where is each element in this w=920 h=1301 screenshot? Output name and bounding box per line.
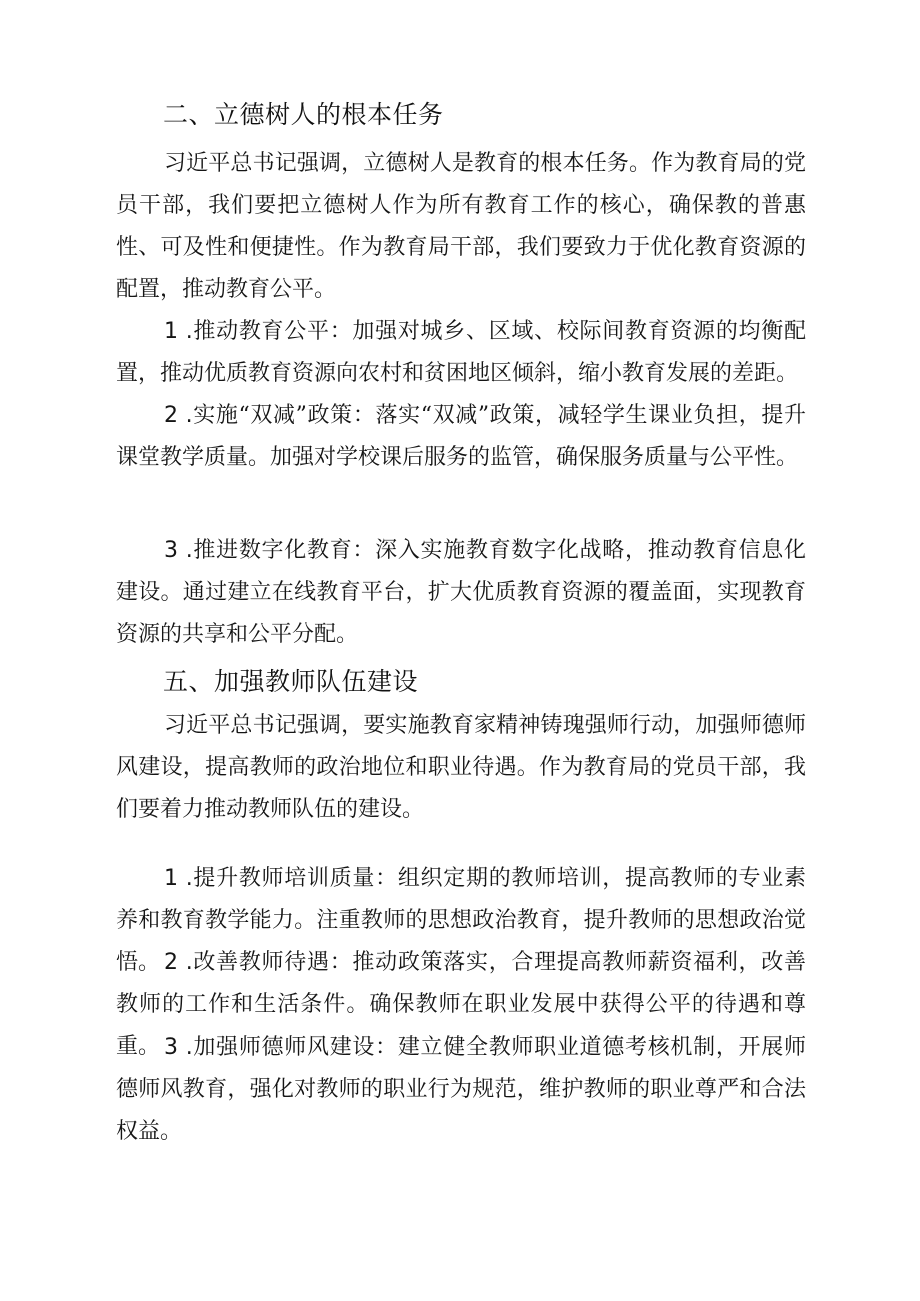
section-heading-5: 五、加强教师队伍建设 xyxy=(163,667,419,696)
item-separator: . xyxy=(178,1035,193,1060)
item-separator: . xyxy=(178,950,193,975)
item-text: 推进数字化教育：深入实施教育数字化战略，推动教育信息化建设。通过建立在线教育平台，扩大优质教育资源的覆盖面，实现教育资源的共享和公平分配。 xyxy=(116,538,806,647)
item-text: 加强师德师风建设：建立健全教师职业道德考核机制，开展师德师风教育，强化对教师的职业行为规范，维护教师的职业尊严和合法权益。 xyxy=(116,1035,806,1144)
item-separator: . xyxy=(178,403,193,428)
item-number: 2 xyxy=(164,950,178,975)
section-heading-2: 二、立德树人的根本任务 xyxy=(163,100,444,129)
section-5-intro: 习近平总书记强调，要实施教育家精神铸瑰强师行动，加强师德师风建设，提高教师的政治地位和职业待遇。作为教育局的党员干部，我们要着力推动教师队伍的建设。 xyxy=(116,713,806,822)
item-number: 1 xyxy=(164,319,178,344)
item-text: 推动教育公平：加强对城乡、区域、校际间教育资源的均衡配置，推动优质教育资源向农村和贫困地区倾斜，缩小教育发展的差距。 xyxy=(116,319,806,386)
item-separator: . xyxy=(178,538,193,563)
item-text: 提升教师培训质量：组织定期的教师培训，提高教师的专业素养和教育教学能力。注重教师的思想政治教育，提升教师的思想政治觉悟。 xyxy=(116,866,806,975)
section-2-intro: 习近平总书记强调，立德树人是教育的根本任务。作为教育局的党员干部，我们要把立德树人作为所有教育工作的核心，确保教的普惠性、可及性和便捷性。作为教育局干部，我们要致力于优化教育资源的配置，推动教育公平。 xyxy=(116,151,806,302)
item-separator: . xyxy=(178,319,193,344)
item-text: 实施“双减”政策：落实“双减”政策，减轻学生课业负担，提升课堂教学质量。加强对学校课后服务的监管，确保服务质量与公平性。 xyxy=(116,403,806,470)
item-number: 2 xyxy=(164,403,178,428)
section-5-item-3 xyxy=(116,1027,806,1153)
item-separator: . xyxy=(178,866,193,891)
section-2-item-3 xyxy=(116,530,806,656)
item-number: 3 xyxy=(164,538,178,563)
section-2-item-2 xyxy=(116,395,806,479)
item-number: 3 xyxy=(164,1035,178,1060)
item-text: 改善教师待遇：推动政策落实，合理提高教师薪资福利，改善教师的工作和生活条件。确保教师在职业发展中获得公平的待遇和尊重。 xyxy=(116,950,806,1059)
item-number: 1 xyxy=(164,866,178,891)
section-2-item-1 xyxy=(116,311,806,395)
